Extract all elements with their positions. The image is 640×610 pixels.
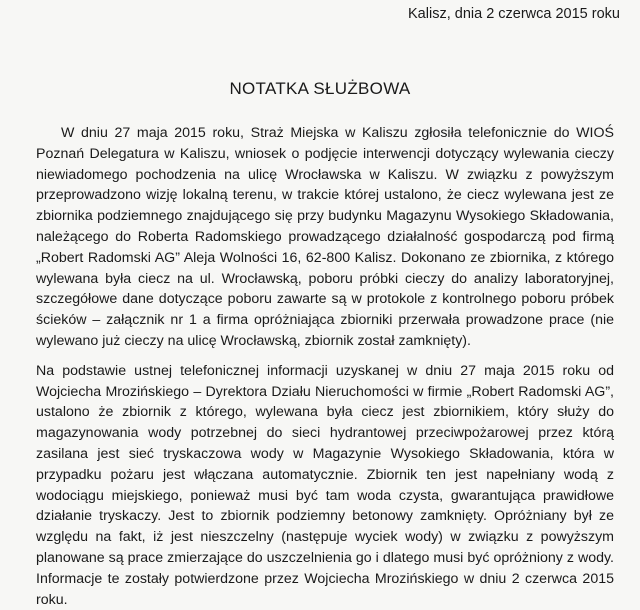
document-title: NOTATKA SŁUŻBOWA xyxy=(229,79,411,98)
paragraph-2: Na podstawie ustnej telefonicznej informacji uzyskanej w dniu 27 maja 2015 roku od Wojciecha Mrozińskiego – Dyrektora Działu Nieruchomości w firmie „Robert Radomski AG”, ustalono że zbiornik z którego, wylewana była ciecz jest zbiornikiem, który służy do magazynowania wody potrzebnej do sieci hydrantowej przeciwpożarowej przez którą zasilana jest sieć tryskaczowa wody w Magazynie Wysokiego Składowania, która w przypadku pożaru jest włączana automatycznie. Zbiornik ten jest napełniany wodą z wodociągu miejskiego, ponieważ musi być tam woda czysta, gwarantująca prawidłowe działanie tryskaczy. Jest to zbiornik podziemny betonowy zamknięty. Opróżniany był ze względu na fakt, iż jest nieszczelny (następuje wyciek wody) w związku z powyższym planowane są prace zmierzające do uszczelnienia go i dlatego musi być opróżniony z wody. Informacje te zostały potwierdzone przez Wojciecha Mrozińskiego w dniu 2 czerwca 2015 roku. xyxy=(36,362,614,608)
date-line: Kalisz, dnia 2 czerwca 2015 roku xyxy=(408,6,620,22)
document-body xyxy=(36,123,614,610)
paragraph-1: W dniu 27 maja 2015 roku, Straż Miejska w Kaliszu zgłosiła telefonicznie do WIOŚ Poznań Delegatura w Kaliszu, wniosek o podjęcie interwencji dotyczący wylewania cieczy niewiadomego pochodzenia na ulicę Wrocławska w Kaliszu. W związku z powyższym przeprowadzono wizję lokalną terenu, w trakcie której ustalono, że ciecz wylewana jest ze zbiornika podziemnego znajdującego się przy budynku Magazynu Wysokiego Składowania, należącego do Roberta Radomskiego prowadzącego działalność gospodarczą pod firmą „Robert Radomski AG” Aleja Wolności 16, 62-800 Kalisz. Dokonano ze zbiornika, z którego wylewana była ciecz na ul. Wrocławską, poboru próbki cieczy do analizy laboratoryjnej, szczegółowe dane dotyczące poboru zawarte są w protokole z kontrolnego poboru próbek ścieków – załącznik nr 1 a firma opróżniająca zbiorniki przerwała prowadzone prace (nie wylewano już cieczy na ulicę Wrocławską, zbiornik został zamknięty). xyxy=(36,125,614,349)
